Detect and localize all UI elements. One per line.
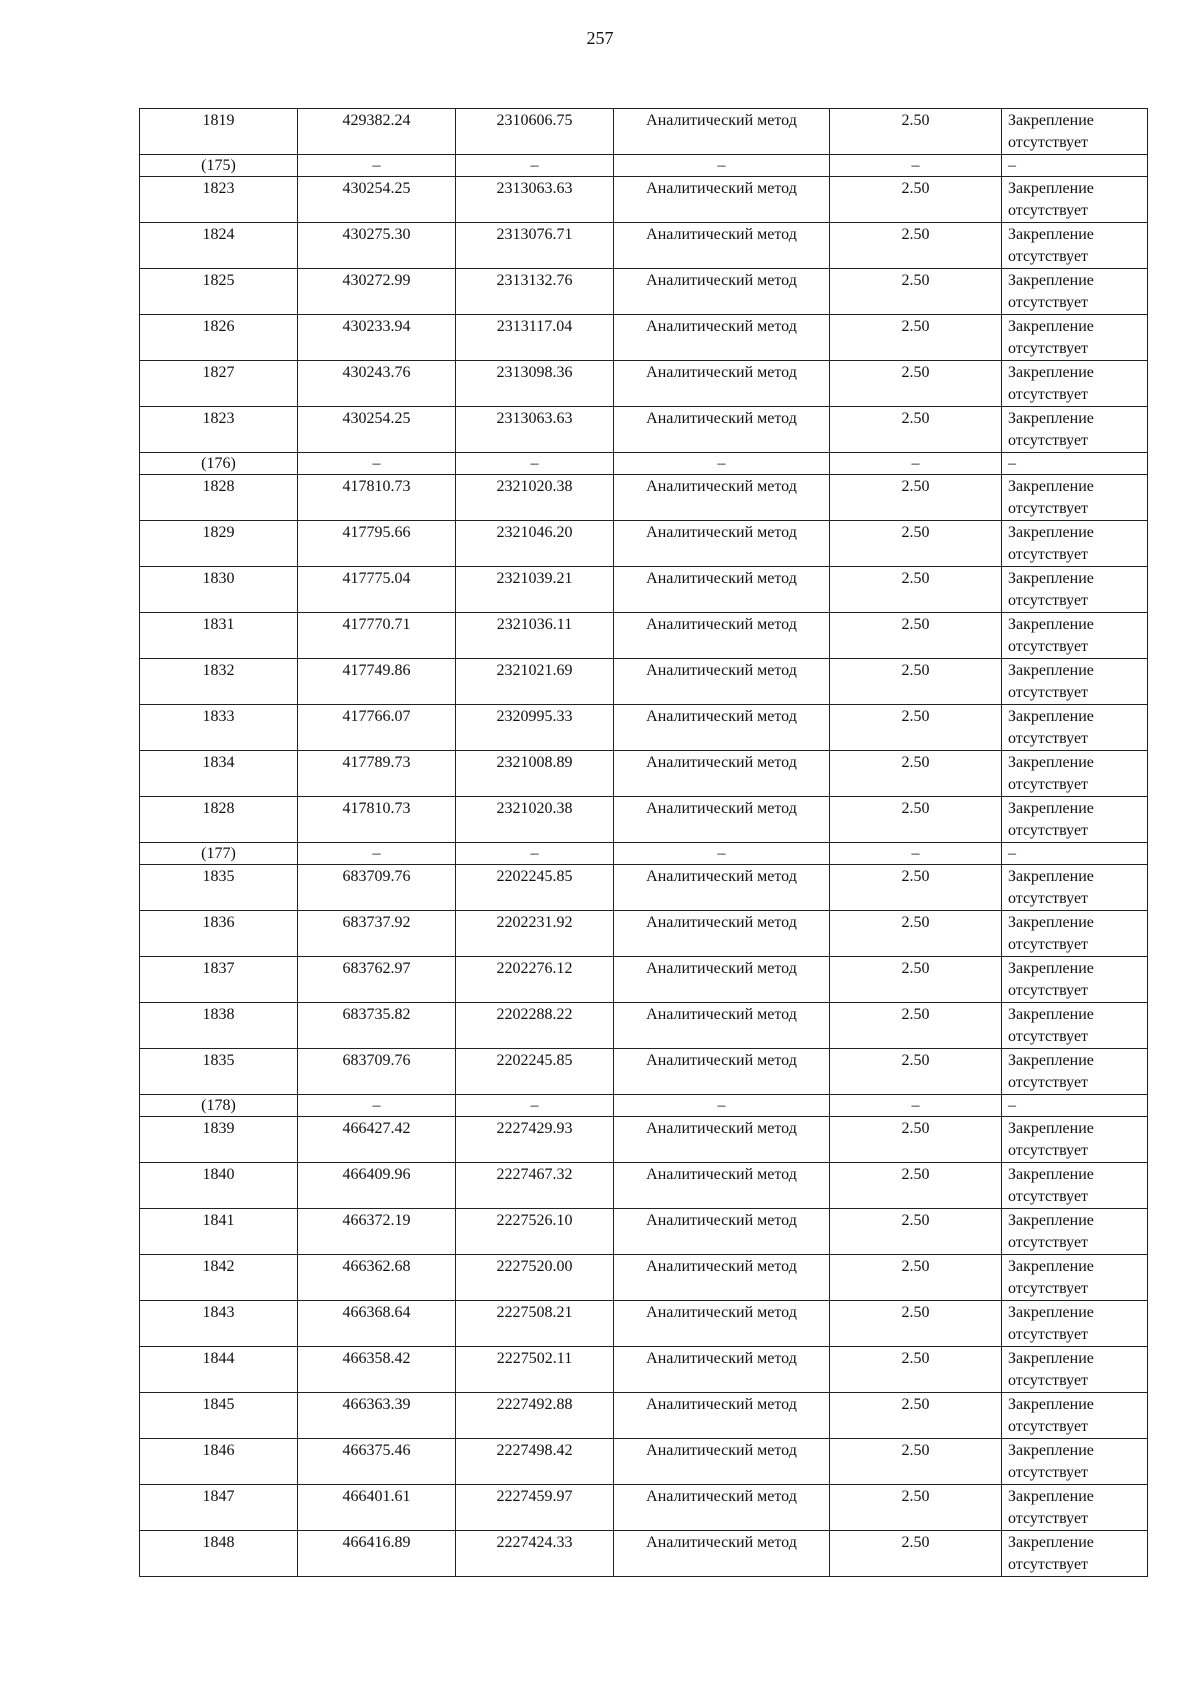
method-cell: Аналитический метод [614,223,830,269]
fixation-cell: Закрепление отсутствует [1002,1531,1148,1577]
y-coordinate-cell: 2321020.38 [456,797,614,843]
fixation-cell: Закрепление отсутствует [1002,407,1148,453]
method-cell: Аналитический метод [614,1439,830,1485]
y-coordinate-cell: 2227424.33 [456,1531,614,1577]
contour-separator-row [140,155,1148,177]
error-cell: – [830,1095,1002,1117]
fixation-cell: Закрепление отсутствует [1002,1003,1148,1049]
fixation-cell: Закрепление отсутствует [1002,1255,1148,1301]
page-number: 257 [586,28,614,48]
point-number-cell: 1825 [140,269,298,315]
error-cell: 2.50 [830,659,1002,705]
y-coordinate-cell: 2313063.63 [456,407,614,453]
error-cell: 2.50 [830,1393,1002,1439]
x-coordinate-cell: 466362.68 [298,1255,456,1301]
x-coordinate-cell: – [298,843,456,865]
error-cell: 2.50 [830,407,1002,453]
table-row [140,567,1148,613]
point-number-cell: 1826 [140,315,298,361]
point-number-cell: 1823 [140,407,298,453]
point-number-cell: 1828 [140,475,298,521]
error-cell: 2.50 [830,797,1002,843]
method-cell: Аналитический метод [614,797,830,843]
error-cell: 2.50 [830,613,1002,659]
y-coordinate-cell: 2313098.36 [456,361,614,407]
method-cell: – [614,1095,830,1117]
point-number-cell: 1844 [140,1347,298,1393]
table-row [140,751,1148,797]
y-coordinate-cell: 2313132.76 [456,269,614,315]
error-cell: 2.50 [830,361,1002,407]
x-coordinate-cell: 430254.25 [298,407,456,453]
fixation-cell: Закрепление отсутствует [1002,751,1148,797]
point-number-cell: 1847 [140,1485,298,1531]
table-row [140,1301,1148,1347]
table-row [140,1255,1148,1301]
x-coordinate-cell: 429382.24 [298,109,456,155]
y-coordinate-cell: 2202245.85 [456,865,614,911]
x-coordinate-cell: – [298,1095,456,1117]
y-coordinate-cell: 2310606.75 [456,109,614,155]
method-cell: Аналитический метод [614,1209,830,1255]
method-cell: Аналитический метод [614,1117,830,1163]
x-coordinate-cell: 466368.64 [298,1301,456,1347]
y-coordinate-cell: 2321020.38 [456,475,614,521]
x-coordinate-cell: 430254.25 [298,177,456,223]
error-cell: 2.50 [830,705,1002,751]
point-number-cell: 1837 [140,957,298,1003]
table-row [140,361,1148,407]
method-cell: Аналитический метод [614,567,830,613]
method-cell: Аналитический метод [614,1301,830,1347]
point-number-cell: (177) [140,843,298,865]
point-number-cell: 1824 [140,223,298,269]
point-number-cell: 1829 [140,521,298,567]
error-cell: 2.50 [830,1049,1002,1095]
method-cell: Аналитический метод [614,1485,830,1531]
table-row [140,613,1148,659]
error-cell: 2.50 [830,315,1002,361]
fixation-cell: Закрепление отсутствует [1002,1347,1148,1393]
point-number-cell: 1843 [140,1301,298,1347]
method-cell: Аналитический метод [614,315,830,361]
x-coordinate-cell: 417795.66 [298,521,456,567]
method-cell: Аналитический метод [614,407,830,453]
table-row [140,911,1148,957]
error-cell: 2.50 [830,1347,1002,1393]
point-number-cell: 1835 [140,865,298,911]
error-cell: 2.50 [830,177,1002,223]
method-cell: Аналитический метод [614,1347,830,1393]
fixation-cell: Закрепление отсутствует [1002,109,1148,155]
x-coordinate-cell: 683737.92 [298,911,456,957]
point-number-cell: 1842 [140,1255,298,1301]
point-number-cell: (178) [140,1095,298,1117]
table-row [140,109,1148,155]
y-coordinate-cell: 2227492.88 [456,1393,614,1439]
y-coordinate-cell: 2202231.92 [456,911,614,957]
fixation-cell: – [1002,155,1148,177]
x-coordinate-cell: 466409.96 [298,1163,456,1209]
table-row [140,269,1148,315]
table-row [140,1209,1148,1255]
x-coordinate-cell: 417766.07 [298,705,456,751]
x-coordinate-cell: 430233.94 [298,315,456,361]
y-coordinate-cell: – [456,155,614,177]
y-coordinate-cell: – [456,1095,614,1117]
method-cell: Аналитический метод [614,865,830,911]
contour-separator-row [140,453,1148,475]
x-coordinate-cell: – [298,453,456,475]
fixation-cell: Закрепление отсутствует [1002,1393,1148,1439]
x-coordinate-cell: 466372.19 [298,1209,456,1255]
table-row [140,1347,1148,1393]
y-coordinate-cell: 2321021.69 [456,659,614,705]
method-cell: Аналитический метод [614,1393,830,1439]
error-cell: – [830,453,1002,475]
x-coordinate-cell: 466427.42 [298,1117,456,1163]
method-cell: Аналитический метод [614,177,830,223]
error-cell: 2.50 [830,109,1002,155]
point-number-cell: 1845 [140,1393,298,1439]
y-coordinate-cell: 2227459.97 [456,1485,614,1531]
contour-separator-row [140,843,1148,865]
table-row [140,1117,1148,1163]
x-coordinate-cell: – [298,155,456,177]
method-cell: Аналитический метод [614,911,830,957]
fixation-cell: Закрепление отсутствует [1002,957,1148,1003]
fixation-cell: Закрепление отсутствует [1002,1301,1148,1347]
table-row [140,1393,1148,1439]
y-coordinate-cell: 2227498.42 [456,1439,614,1485]
point-number-cell: (175) [140,155,298,177]
y-coordinate-cell: – [456,843,614,865]
fixation-cell: Закрепление отсутствует [1002,521,1148,567]
point-number-cell: 1836 [140,911,298,957]
x-coordinate-cell: 683762.97 [298,957,456,1003]
method-cell: Аналитический метод [614,659,830,705]
x-coordinate-cell: 417810.73 [298,797,456,843]
error-cell: 2.50 [830,269,1002,315]
fixation-cell: Закрепление отсутствует [1002,1439,1148,1485]
y-coordinate-cell: 2227429.93 [456,1117,614,1163]
table-row [140,1485,1148,1531]
y-coordinate-cell: 2321046.20 [456,521,614,567]
fixation-cell: Закрепление отсутствует [1002,613,1148,659]
fixation-cell: Закрепление отсутствует [1002,659,1148,705]
table-row [140,1531,1148,1577]
fixation-cell: – [1002,453,1148,475]
x-coordinate-cell: 430272.99 [298,269,456,315]
fixation-cell: Закрепление отсутствует [1002,797,1148,843]
fixation-cell: Закрепление отсутствует [1002,177,1148,223]
table-row [140,705,1148,751]
point-number-cell: 1832 [140,659,298,705]
method-cell: – [614,843,830,865]
point-number-cell: 1830 [140,567,298,613]
method-cell: – [614,155,830,177]
table-row [140,1163,1148,1209]
y-coordinate-cell: 2321039.21 [456,567,614,613]
error-cell: 2.50 [830,1485,1002,1531]
error-cell: 2.50 [830,1003,1002,1049]
x-coordinate-cell: 466375.46 [298,1439,456,1485]
fixation-cell: Закрепление отсутствует [1002,1049,1148,1095]
fixation-cell: Закрепление отсутствует [1002,1117,1148,1163]
table-row [140,1049,1148,1095]
y-coordinate-cell: – [456,453,614,475]
fixation-cell: – [1002,1095,1148,1117]
coordinates-table [139,108,1148,1577]
point-number-cell: 1833 [140,705,298,751]
error-cell: 2.50 [830,1255,1002,1301]
error-cell: – [830,843,1002,865]
method-cell: Аналитический метод [614,109,830,155]
table-row [140,223,1148,269]
fixation-cell: Закрепление отсутствует [1002,865,1148,911]
error-cell: 2.50 [830,1531,1002,1577]
y-coordinate-cell: 2202288.22 [456,1003,614,1049]
error-cell: 2.50 [830,957,1002,1003]
fixation-cell: Закрепление отсутствует [1002,567,1148,613]
table-row [140,659,1148,705]
y-coordinate-cell: 2313117.04 [456,315,614,361]
method-cell: Аналитический метод [614,613,830,659]
point-number-cell: 1831 [140,613,298,659]
error-cell: – [830,155,1002,177]
y-coordinate-cell: 2227526.10 [456,1209,614,1255]
table-row [140,1003,1148,1049]
x-coordinate-cell: 683735.82 [298,1003,456,1049]
point-number-cell: 1848 [140,1531,298,1577]
error-cell: 2.50 [830,865,1002,911]
error-cell: 2.50 [830,751,1002,797]
error-cell: 2.50 [830,567,1002,613]
point-number-cell: 1819 [140,109,298,155]
method-cell: Аналитический метод [614,1531,830,1577]
x-coordinate-cell: 466401.61 [298,1485,456,1531]
y-coordinate-cell: 2202245.85 [456,1049,614,1095]
method-cell: Аналитический метод [614,705,830,751]
x-coordinate-cell: 417810.73 [298,475,456,521]
error-cell: 2.50 [830,223,1002,269]
method-cell: Аналитический метод [614,521,830,567]
method-cell: Аналитический метод [614,1255,830,1301]
point-number-cell: 1840 [140,1163,298,1209]
fixation-cell: Закрепление отсутствует [1002,223,1148,269]
point-number-cell: 1841 [140,1209,298,1255]
point-number-cell: 1834 [140,751,298,797]
point-number-cell: 1846 [140,1439,298,1485]
fixation-cell: Закрепление отсутствует [1002,1485,1148,1531]
method-cell: Аналитический метод [614,751,830,797]
x-coordinate-cell: 466363.39 [298,1393,456,1439]
fixation-cell: – [1002,843,1148,865]
method-cell: Аналитический метод [614,957,830,1003]
error-cell: 2.50 [830,1209,1002,1255]
x-coordinate-cell: 466416.89 [298,1531,456,1577]
coordinates-table-body [140,109,1148,1577]
point-number-cell: 1823 [140,177,298,223]
y-coordinate-cell: 2227502.11 [456,1347,614,1393]
y-coordinate-cell: 2227467.32 [456,1163,614,1209]
fixation-cell: Закрепление отсутствует [1002,911,1148,957]
table-row [140,521,1148,567]
point-number-cell: (176) [140,453,298,475]
fixation-cell: Закрепление отсутствует [1002,705,1148,751]
y-coordinate-cell: 2321008.89 [456,751,614,797]
method-cell: Аналитический метод [614,1003,830,1049]
contour-separator-row [140,1095,1148,1117]
method-cell: Аналитический метод [614,361,830,407]
table-row [140,797,1148,843]
error-cell: 2.50 [830,1439,1002,1485]
x-coordinate-cell: 683709.76 [298,865,456,911]
y-coordinate-cell: 2313076.71 [456,223,614,269]
method-cell: – [614,453,830,475]
method-cell: Аналитический метод [614,475,830,521]
x-coordinate-cell: 466358.42 [298,1347,456,1393]
method-cell: Аналитический метод [614,1049,830,1095]
y-coordinate-cell: 2320995.33 [456,705,614,751]
x-coordinate-cell: 417775.04 [298,567,456,613]
point-number-cell: 1828 [140,797,298,843]
y-coordinate-cell: 2227508.21 [456,1301,614,1347]
fixation-cell: Закрепление отсутствует [1002,315,1148,361]
table-row [140,407,1148,453]
table-row [140,1439,1148,1485]
y-coordinate-cell: 2321036.11 [456,613,614,659]
error-cell: 2.50 [830,1117,1002,1163]
error-cell: 2.50 [830,1301,1002,1347]
point-number-cell: 1838 [140,1003,298,1049]
y-coordinate-cell: 2202276.12 [456,957,614,1003]
point-number-cell: 1839 [140,1117,298,1163]
fixation-cell: Закрепление отсутствует [1002,1163,1148,1209]
point-number-cell: 1835 [140,1049,298,1095]
table-row [140,865,1148,911]
table-row [140,957,1148,1003]
fixation-cell: Закрепление отсутствует [1002,1209,1148,1255]
method-cell: Аналитический метод [614,1163,830,1209]
x-coordinate-cell: 430243.76 [298,361,456,407]
fixation-cell: Закрепление отсутствует [1002,361,1148,407]
fixation-cell: Закрепление отсутствует [1002,269,1148,315]
x-coordinate-cell: 417789.73 [298,751,456,797]
table-row [140,475,1148,521]
x-coordinate-cell: 683709.76 [298,1049,456,1095]
x-coordinate-cell: 417749.86 [298,659,456,705]
fixation-cell: Закрепление отсутствует [1002,475,1148,521]
table-row [140,177,1148,223]
point-number-cell: 1827 [140,361,298,407]
y-coordinate-cell: 2313063.63 [456,177,614,223]
y-coordinate-cell: 2227520.00 [456,1255,614,1301]
x-coordinate-cell: 417770.71 [298,613,456,659]
method-cell: Аналитический метод [614,269,830,315]
table-row [140,315,1148,361]
error-cell: 2.50 [830,521,1002,567]
error-cell: 2.50 [830,475,1002,521]
error-cell: 2.50 [830,911,1002,957]
x-coordinate-cell: 430275.30 [298,223,456,269]
error-cell: 2.50 [830,1163,1002,1209]
